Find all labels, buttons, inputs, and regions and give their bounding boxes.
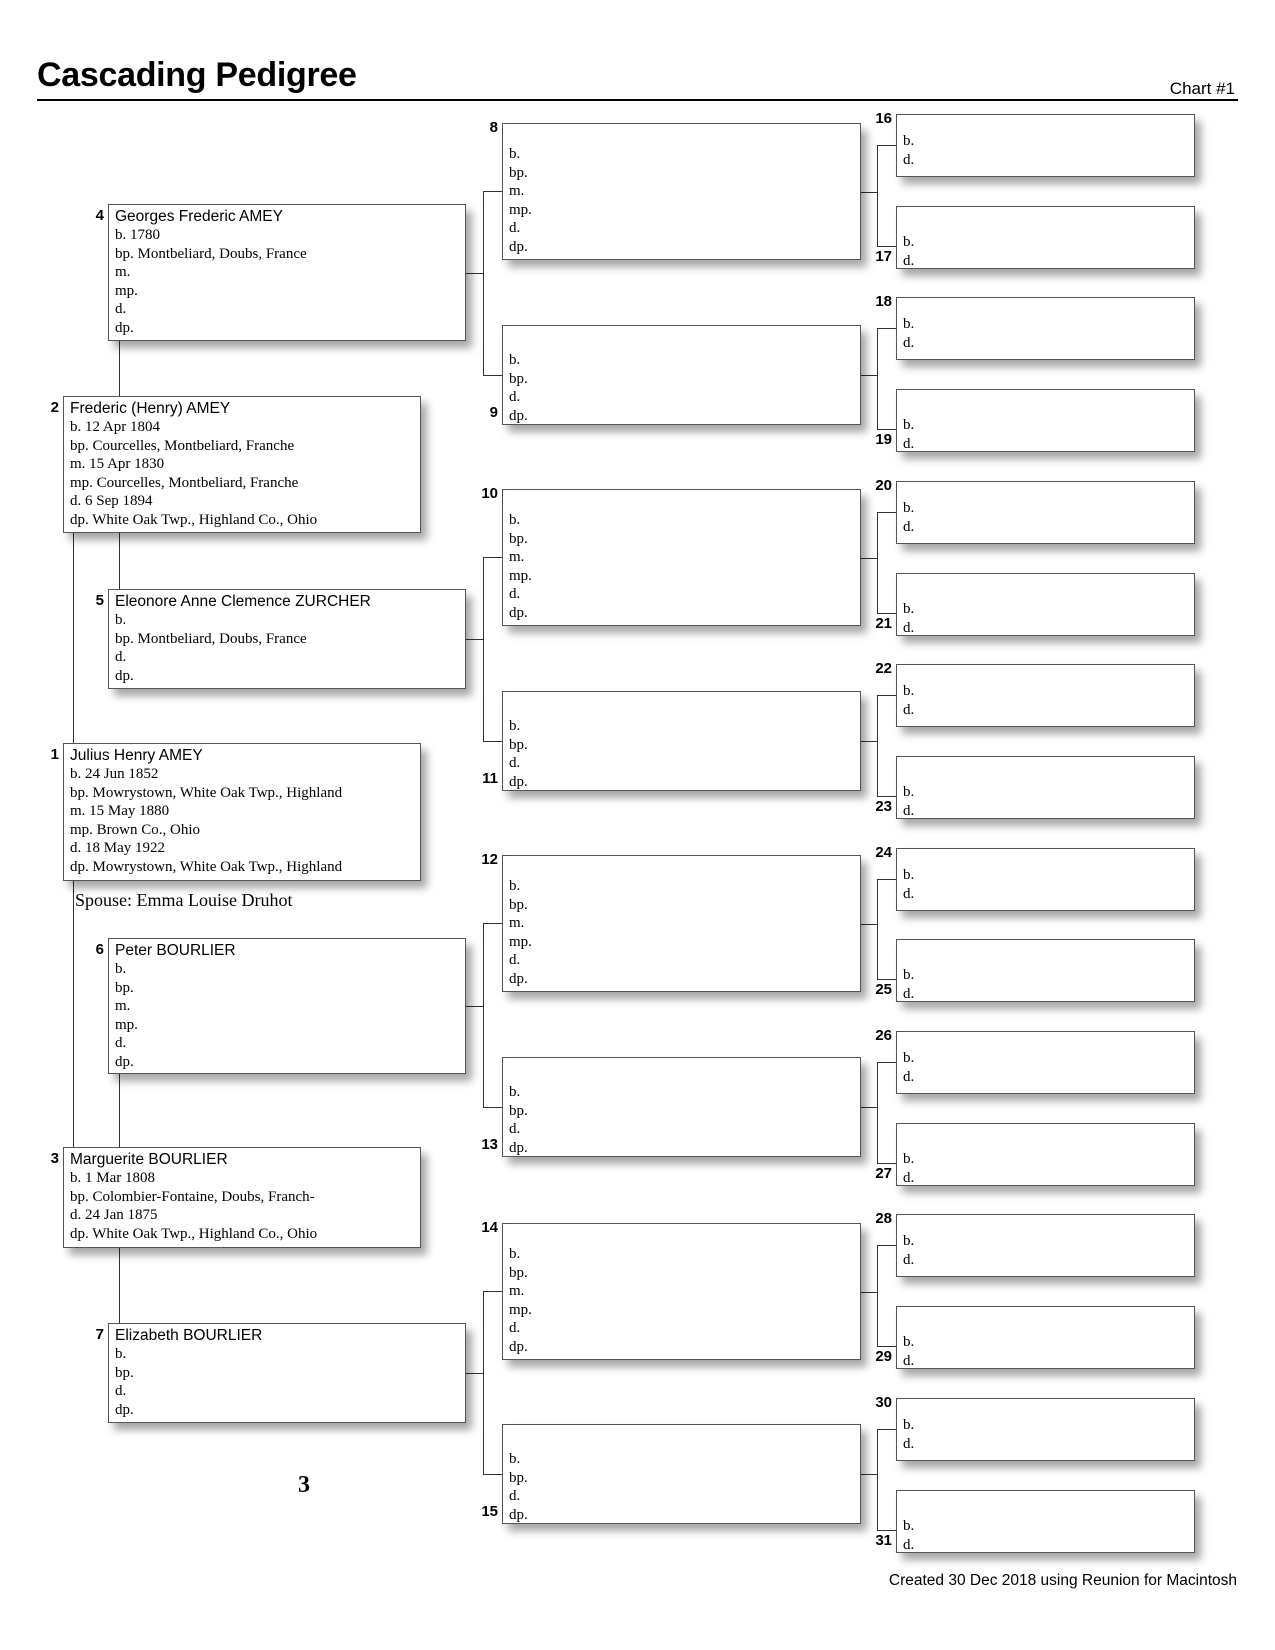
- person-number: 6: [95, 941, 104, 958]
- person-detail: d.: [115, 1035, 127, 1052]
- person-box-30[interactable]: [896, 1398, 1195, 1461]
- person-box-22[interactable]: [896, 664, 1195, 727]
- chart-number: Chart #1: [1169, 79, 1235, 98]
- person-detail: dp.: [115, 319, 134, 336]
- connector-line: [73, 533, 74, 743]
- spouse-label: Spouse: Emma Louise Druhot: [75, 890, 293, 910]
- person-box-9[interactable]: [502, 325, 861, 425]
- person-box-31[interactable]: [896, 1490, 1195, 1553]
- person-detail: dp. White Oak Twp., Highland Co., Ohio: [70, 1225, 318, 1242]
- person-detail: mp. Courcelles, Montbeliard, Franche: [70, 474, 299, 491]
- person-name: [903, 1217, 1190, 1232]
- person-name: Peter BOURLIER: [115, 942, 236, 959]
- person-detail: mp.: [509, 201, 532, 218]
- person-detail: b.: [903, 784, 915, 800]
- person-detail: b.: [903, 1334, 915, 1350]
- connector-line: [483, 1474, 502, 1475]
- person-detail: m. 15 May 1880: [70, 803, 170, 820]
- person-detail: d.: [903, 151, 915, 168]
- person-detail: mp.: [509, 567, 532, 584]
- person-detail: b.: [903, 601, 915, 617]
- person-detail: d.: [903, 1251, 915, 1268]
- connector-line: [861, 558, 877, 559]
- connector-line: [877, 1245, 896, 1246]
- person-detail: dp.: [115, 1401, 134, 1418]
- connector-line: [861, 375, 877, 376]
- person-detail: b.: [903, 1151, 915, 1167]
- person-detail: b.: [903, 1050, 915, 1066]
- connector-line: [877, 145, 896, 146]
- person-detail: b.: [903, 1417, 915, 1433]
- person-box-6[interactable]: [108, 938, 466, 1074]
- connector-line: [877, 879, 896, 880]
- person-detail: d.: [115, 649, 127, 666]
- page-number: 3: [298, 1472, 310, 1498]
- connector-line: [483, 1291, 502, 1292]
- person-number: 24: [875, 844, 892, 861]
- person-box-7[interactable]: [108, 1323, 466, 1423]
- person-box-2[interactable]: [63, 396, 421, 533]
- person-number: 17: [875, 248, 892, 265]
- connector-line: [483, 191, 484, 375]
- person-detail: d. 18 May 1922: [70, 840, 165, 857]
- person-detail: dp.: [115, 667, 134, 684]
- person-detail: d.: [509, 220, 521, 237]
- connector-line: [483, 375, 502, 376]
- connector-line: [877, 695, 878, 796]
- person-number: 13: [481, 1136, 498, 1153]
- person-name: [509, 1064, 856, 1083]
- person-number: 3: [50, 1150, 59, 1167]
- person-detail: b. 1 Mar 1808: [70, 1170, 155, 1186]
- person-detail: dp.: [509, 604, 528, 621]
- connector-line: [483, 1107, 502, 1108]
- person-detail: dp.: [509, 1139, 528, 1156]
- person-number: 20: [875, 477, 892, 494]
- person-detail: dp.: [509, 773, 528, 790]
- person-detail: b.: [903, 967, 915, 983]
- person-detail: d.: [115, 1383, 127, 1400]
- person-box-18[interactable]: [896, 297, 1195, 360]
- connector-line: [877, 1245, 878, 1346]
- person-detail: b.: [509, 512, 521, 528]
- connector-line: [483, 557, 502, 558]
- person-box-29[interactable]: [896, 1306, 1195, 1369]
- person-box-20[interactable]: [896, 481, 1195, 544]
- connector-line: [466, 273, 483, 274]
- person-detail: b.: [903, 683, 915, 699]
- person-number: 2: [50, 399, 59, 416]
- person-name: [903, 401, 1190, 416]
- person-name: [903, 951, 1190, 966]
- person-detail: d.: [903, 985, 915, 1002]
- person-number: 9: [489, 404, 498, 421]
- person-name: [509, 1226, 856, 1245]
- connector-line: [877, 1062, 896, 1063]
- person-detail: b.: [509, 352, 521, 368]
- person-name: [509, 1431, 856, 1450]
- person-number: 27: [875, 1165, 892, 1182]
- connector-line: [73, 881, 74, 1147]
- person-detail: b.: [115, 612, 127, 628]
- person-box-5[interactable]: [108, 589, 466, 689]
- connector-line: [877, 1062, 878, 1163]
- person-detail: mp. Brown Co., Ohio: [70, 821, 201, 838]
- connector-line: [483, 741, 502, 742]
- person-box-8[interactable]: [502, 123, 861, 260]
- person-detail: bp.: [509, 1102, 528, 1119]
- person-name: [509, 698, 856, 717]
- person-detail: b. 24 Jun 1852: [70, 766, 159, 782]
- person-detail: bp. Mowrystown, White Oak Twp., Highland: [70, 784, 343, 801]
- person-detail: b. 1780: [115, 227, 160, 243]
- header-rule: [37, 99, 1238, 101]
- person-name: Georges Frederic AMEY: [115, 208, 283, 225]
- person-detail: d.: [903, 802, 915, 819]
- person-box-13[interactable]: [502, 1057, 861, 1157]
- person-number: 25: [875, 981, 892, 998]
- connector-line: [877, 879, 878, 979]
- person-detail: d.: [903, 885, 915, 902]
- person-detail: d.: [509, 1488, 521, 1505]
- person-number: 5: [95, 592, 104, 609]
- person-name: Frederic (Henry) AMEY: [70, 400, 231, 417]
- person-detail: m.: [509, 549, 525, 566]
- person-name: [903, 585, 1190, 600]
- person-name: [903, 117, 1190, 132]
- connector-line: [877, 512, 878, 613]
- person-detail: dp.: [509, 407, 528, 424]
- person-name: [903, 300, 1190, 315]
- person-detail: b.: [903, 500, 915, 516]
- person-number: 10: [481, 485, 498, 502]
- person-name: [903, 218, 1190, 233]
- connector-line: [483, 557, 484, 741]
- person-detail: bp.: [509, 1469, 528, 1486]
- person-detail: d.: [903, 701, 915, 718]
- person-detail: bp.: [115, 1364, 134, 1381]
- connector-line: [877, 328, 878, 429]
- person-name: Elizabeth BOURLIER: [115, 1327, 263, 1344]
- person-detail: b.: [903, 867, 915, 883]
- person-name: [509, 332, 856, 351]
- person-number: 28: [875, 1210, 892, 1227]
- person-detail: m. 15 Apr 1830: [70, 456, 165, 473]
- person-name: Eleonore Anne Clemence ZURCHER: [115, 593, 371, 610]
- connector-line: [861, 1292, 877, 1293]
- person-number: 26: [875, 1027, 892, 1044]
- person-box-24[interactable]: [896, 848, 1195, 911]
- person-name: [903, 667, 1190, 682]
- person-name: [903, 768, 1190, 783]
- person-detail: d.: [903, 1169, 915, 1186]
- connector-line: [483, 923, 502, 924]
- person-detail: bp.: [509, 164, 528, 181]
- person-detail: dp.: [509, 238, 528, 255]
- connector-line: [861, 1107, 877, 1108]
- person-number: 7: [95, 1326, 104, 1343]
- person-detail: d.: [509, 389, 521, 406]
- person-detail: dp. White Oak Twp., Highland Co., Ohio: [70, 511, 318, 528]
- person-box-11[interactable]: [502, 691, 861, 791]
- person-detail: bp. Montbeliard, Doubs, France: [115, 245, 307, 262]
- person-detail: bp.: [509, 1264, 528, 1281]
- person-detail: bp.: [509, 530, 528, 547]
- person-detail: b.: [509, 1246, 521, 1262]
- person-detail: b.: [509, 878, 521, 894]
- person-name: [903, 1502, 1190, 1517]
- connector-line: [483, 1291, 484, 1474]
- person-number: 21: [875, 615, 892, 632]
- person-detail: m.: [115, 264, 131, 281]
- person-detail: b.: [903, 1518, 915, 1534]
- person-detail: bp.: [509, 736, 528, 753]
- person-detail: b.: [509, 1451, 521, 1467]
- connector-line: [877, 512, 896, 513]
- person-number: 12: [481, 851, 498, 868]
- person-detail: dp. Mowrystown, White Oak Twp., Highland: [70, 858, 343, 875]
- person-number: 16: [875, 110, 892, 127]
- person-detail: mp.: [115, 282, 138, 299]
- person-detail: mp.: [115, 1016, 138, 1033]
- person-number: 15: [481, 1503, 498, 1520]
- person-detail: m.: [115, 998, 131, 1015]
- connector-line: [483, 923, 484, 1107]
- person-detail: bp. Courcelles, Montbeliard, Franche: [70, 437, 295, 454]
- person-detail: d.: [509, 1121, 521, 1138]
- person-box-16[interactable]: [896, 114, 1195, 177]
- person-detail: d.: [509, 1320, 521, 1337]
- person-detail: m.: [509, 915, 525, 932]
- person-detail: dp.: [509, 1338, 528, 1355]
- connector-line: [466, 639, 483, 640]
- person-detail: d.: [903, 252, 915, 269]
- person-detail: d.: [509, 755, 521, 772]
- connector-line: [466, 1373, 483, 1374]
- person-detail: b.: [509, 718, 521, 734]
- person-detail: mp.: [509, 933, 532, 950]
- person-box-4[interactable]: [108, 204, 466, 341]
- person-number: 1: [50, 746, 59, 763]
- person-name: [903, 1034, 1190, 1049]
- person-name: [903, 1318, 1190, 1333]
- connector-line: [861, 192, 877, 193]
- connector-line: [861, 1474, 877, 1475]
- connector-line: [877, 1429, 896, 1430]
- person-box-10[interactable]: [502, 489, 861, 626]
- connector-line: [119, 533, 120, 589]
- person-detail: d. 6 Sep 1894: [70, 493, 153, 510]
- person-number: 31: [875, 1532, 892, 1549]
- person-number: 8: [489, 119, 498, 136]
- person-number: 14: [481, 1219, 498, 1236]
- person-number: 29: [875, 1348, 892, 1365]
- person-detail: d.: [903, 1352, 915, 1369]
- person-box-17[interactable]: [896, 206, 1195, 269]
- person-name: [903, 484, 1190, 499]
- person-detail: b.: [509, 146, 521, 162]
- connector-line: [877, 145, 878, 246]
- person-detail: d. 24 Jan 1875: [70, 1207, 158, 1224]
- person-detail: b.: [903, 133, 915, 149]
- person-name: [509, 858, 856, 877]
- person-box-15[interactable]: [502, 1424, 861, 1524]
- page-title: Cascading Pedigree: [37, 56, 357, 94]
- person-box-26[interactable]: [896, 1031, 1195, 1094]
- person-name: Julius Henry AMEY: [70, 747, 203, 764]
- person-detail: b.: [903, 1233, 915, 1249]
- person-detail: m.: [509, 183, 525, 200]
- person-detail: bp.: [509, 896, 528, 913]
- person-number: 30: [875, 1394, 892, 1411]
- person-detail: b.: [509, 1084, 521, 1100]
- person-detail: d.: [903, 1536, 915, 1553]
- person-box-12[interactable]: [502, 855, 861, 992]
- person-detail: bp.: [115, 979, 134, 996]
- person-detail: b.: [903, 234, 915, 250]
- person-detail: d.: [115, 301, 127, 318]
- person-box-27[interactable]: [896, 1123, 1195, 1186]
- connector-line: [119, 1074, 120, 1147]
- person-name: [903, 1401, 1190, 1416]
- connector-line: [877, 695, 896, 696]
- person-detail: dp.: [115, 1053, 134, 1070]
- person-name: [903, 1135, 1190, 1150]
- person-box-14[interactable]: [502, 1223, 861, 1360]
- person-detail: m.: [509, 1283, 525, 1300]
- person-name: Marguerite BOURLIER: [70, 1151, 228, 1168]
- person-number: 11: [482, 770, 498, 787]
- person-detail: b.: [903, 316, 915, 332]
- person-detail: d.: [903, 518, 915, 535]
- person-box-28[interactable]: [896, 1214, 1195, 1277]
- person-detail: d.: [903, 1068, 915, 1085]
- person-number: 23: [875, 798, 892, 815]
- person-detail: d.: [903, 619, 915, 636]
- connector-line: [877, 328, 896, 329]
- person-detail: bp. Montbeliard, Doubs, France: [115, 630, 307, 647]
- person-detail: mp.: [509, 1301, 532, 1318]
- connector-line: [861, 924, 877, 925]
- person-name: [903, 851, 1190, 866]
- person-box-25[interactable]: [896, 939, 1195, 1002]
- person-detail: d.: [509, 952, 521, 969]
- connector-line: [119, 1248, 120, 1323]
- person-detail: d.: [903, 1435, 915, 1452]
- person-number: 22: [875, 660, 892, 677]
- person-detail: d.: [509, 586, 521, 603]
- person-name: [509, 126, 856, 145]
- person-box-3[interactable]: [63, 1147, 421, 1248]
- person-detail: bp.: [509, 370, 528, 387]
- person-detail: d.: [903, 435, 915, 452]
- person-name: [509, 492, 856, 511]
- person-detail: b.: [903, 417, 915, 433]
- person-detail: bp. Colombier-Fontaine, Doubs, Franch-: [70, 1188, 315, 1205]
- connector-line: [119, 341, 120, 396]
- person-detail: b.: [115, 1346, 127, 1362]
- person-box-21[interactable]: [896, 573, 1195, 636]
- person-number: 4: [95, 207, 104, 224]
- connector-line: [877, 1429, 878, 1530]
- connector-line: [861, 741, 877, 742]
- person-box-23[interactable]: [896, 756, 1195, 819]
- connector-line: [466, 1006, 483, 1007]
- connector-line: [483, 191, 502, 192]
- person-detail: b.: [115, 961, 127, 977]
- person-box-1[interactable]: [63, 743, 421, 881]
- person-detail: dp.: [509, 1506, 528, 1523]
- footer-credit: Created 30 Dec 2018 using Reunion for Macintosh: [888, 1572, 1237, 1589]
- person-detail: dp.: [509, 970, 528, 987]
- person-number: 19: [875, 431, 892, 448]
- person-box-19[interactable]: [896, 389, 1195, 452]
- person-detail: d.: [903, 334, 915, 351]
- person-detail: b. 12 Apr 1804: [70, 419, 160, 435]
- person-number: 18: [875, 293, 892, 310]
